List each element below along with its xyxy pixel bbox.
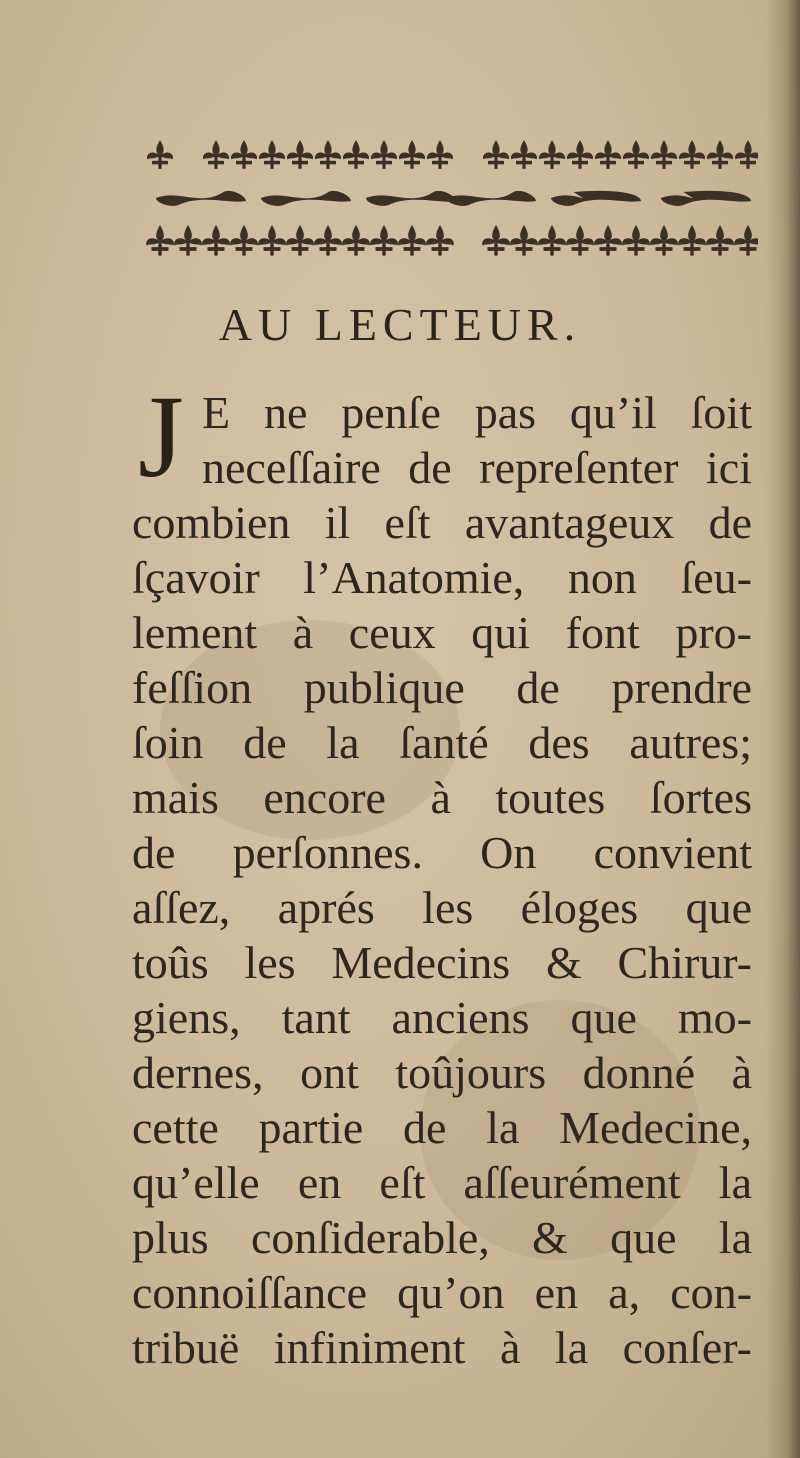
text-line: mais encore à toutes ſortes <box>132 772 752 823</box>
text-line: plus conſiderable, & que la <box>132 1212 752 1263</box>
fleuron-glyph <box>483 140 509 169</box>
fleuron-glyph <box>511 140 537 169</box>
scroll-ornament <box>366 191 456 206</box>
text-line: aſſez, aprés les éloges que <box>132 882 752 933</box>
text-line: ſoin de la ſanté des autres; <box>132 717 752 768</box>
fleuron-glyph <box>651 140 677 169</box>
fleuron-glyph <box>399 140 425 169</box>
fleuron-glyph <box>707 140 733 169</box>
fleuron-glyph <box>286 225 314 256</box>
text-line: combien il eſt avantageux de <box>132 497 752 548</box>
text-line: connoiſſance qu’on en a, con- <box>132 1267 752 1318</box>
fleuron-glyph <box>482 225 510 256</box>
text-line: E ne penſe pas qu’il ſoit <box>202 387 752 438</box>
text-line: lement à ceux qui font pro- <box>132 607 752 658</box>
fleuron-glyph <box>538 225 566 256</box>
scroll-ornament <box>446 191 536 206</box>
fleuron-glyph <box>146 225 174 256</box>
fleuron-glyph <box>259 140 285 169</box>
fleuron-glyph <box>174 225 202 256</box>
fleuron-glyph <box>147 140 173 169</box>
text-line: qu’elle en eſt aſſeurément la <box>132 1157 752 1208</box>
fleuron-glyph <box>371 140 397 169</box>
fleuron-headpiece-icon <box>146 130 758 270</box>
fleuron-glyph <box>539 140 565 169</box>
fleuron-glyph <box>622 225 650 256</box>
body-text <box>132 385 752 1375</box>
fleuron-glyph <box>258 225 286 256</box>
text-line: tribuë infiniment à la conſer- <box>132 1322 752 1373</box>
fleuron-glyph <box>342 225 370 256</box>
fleuron-glyph <box>202 225 230 256</box>
fleuron-glyph <box>426 225 454 256</box>
text-line: dernes, ont toûjours donné à <box>132 1047 752 1098</box>
fleuron-glyph <box>203 140 229 169</box>
fleuron-glyph <box>370 225 398 256</box>
fleuron-glyph <box>567 140 593 169</box>
fleuron-glyph <box>343 140 369 169</box>
text-line: de perſonnes. On convient <box>132 827 752 878</box>
text-line: feſſion publique de prendre <box>132 662 752 713</box>
text-line: ſçavoir l’Anatomie, non ſeu- <box>132 552 752 603</box>
text-line: giens, tant anciens que mo- <box>132 992 752 1043</box>
scroll-ornament <box>156 191 246 206</box>
text-line: neceſſaire de repreſenter ici <box>202 442 752 493</box>
fleuron-glyph <box>230 225 258 256</box>
page-title: AU LECTEUR. <box>218 299 582 350</box>
scroll-ornament <box>661 191 751 206</box>
fleuron-glyph <box>735 140 758 169</box>
fleuron-glyph <box>314 225 342 256</box>
fleuron-glyph <box>679 140 705 169</box>
scroll-ornament <box>261 191 351 206</box>
fleuron-glyph <box>650 225 678 256</box>
scroll-ornament <box>551 191 641 206</box>
fleuron-glyph <box>594 225 622 256</box>
fleuron-glyph <box>231 140 257 169</box>
fleuron-glyph <box>510 225 538 256</box>
fleuron-glyph <box>595 140 621 169</box>
fleuron-glyph <box>398 225 426 256</box>
fleuron-glyph <box>566 225 594 256</box>
fleuron-glyph <box>315 140 341 169</box>
fleuron-glyph <box>734 225 758 256</box>
fleuron-glyph <box>706 225 734 256</box>
text-line: cette partie de la Medecine, <box>132 1102 752 1153</box>
fleuron-glyph <box>623 140 649 169</box>
fleuron-glyph <box>678 225 706 256</box>
page-edge-shadow <box>766 0 800 1458</box>
drop-cap: J <box>138 371 184 502</box>
fleuron-glyph <box>427 140 453 169</box>
fleuron-glyph <box>287 140 313 169</box>
text-line: toûs les Medecins & Chirur- <box>132 937 752 988</box>
